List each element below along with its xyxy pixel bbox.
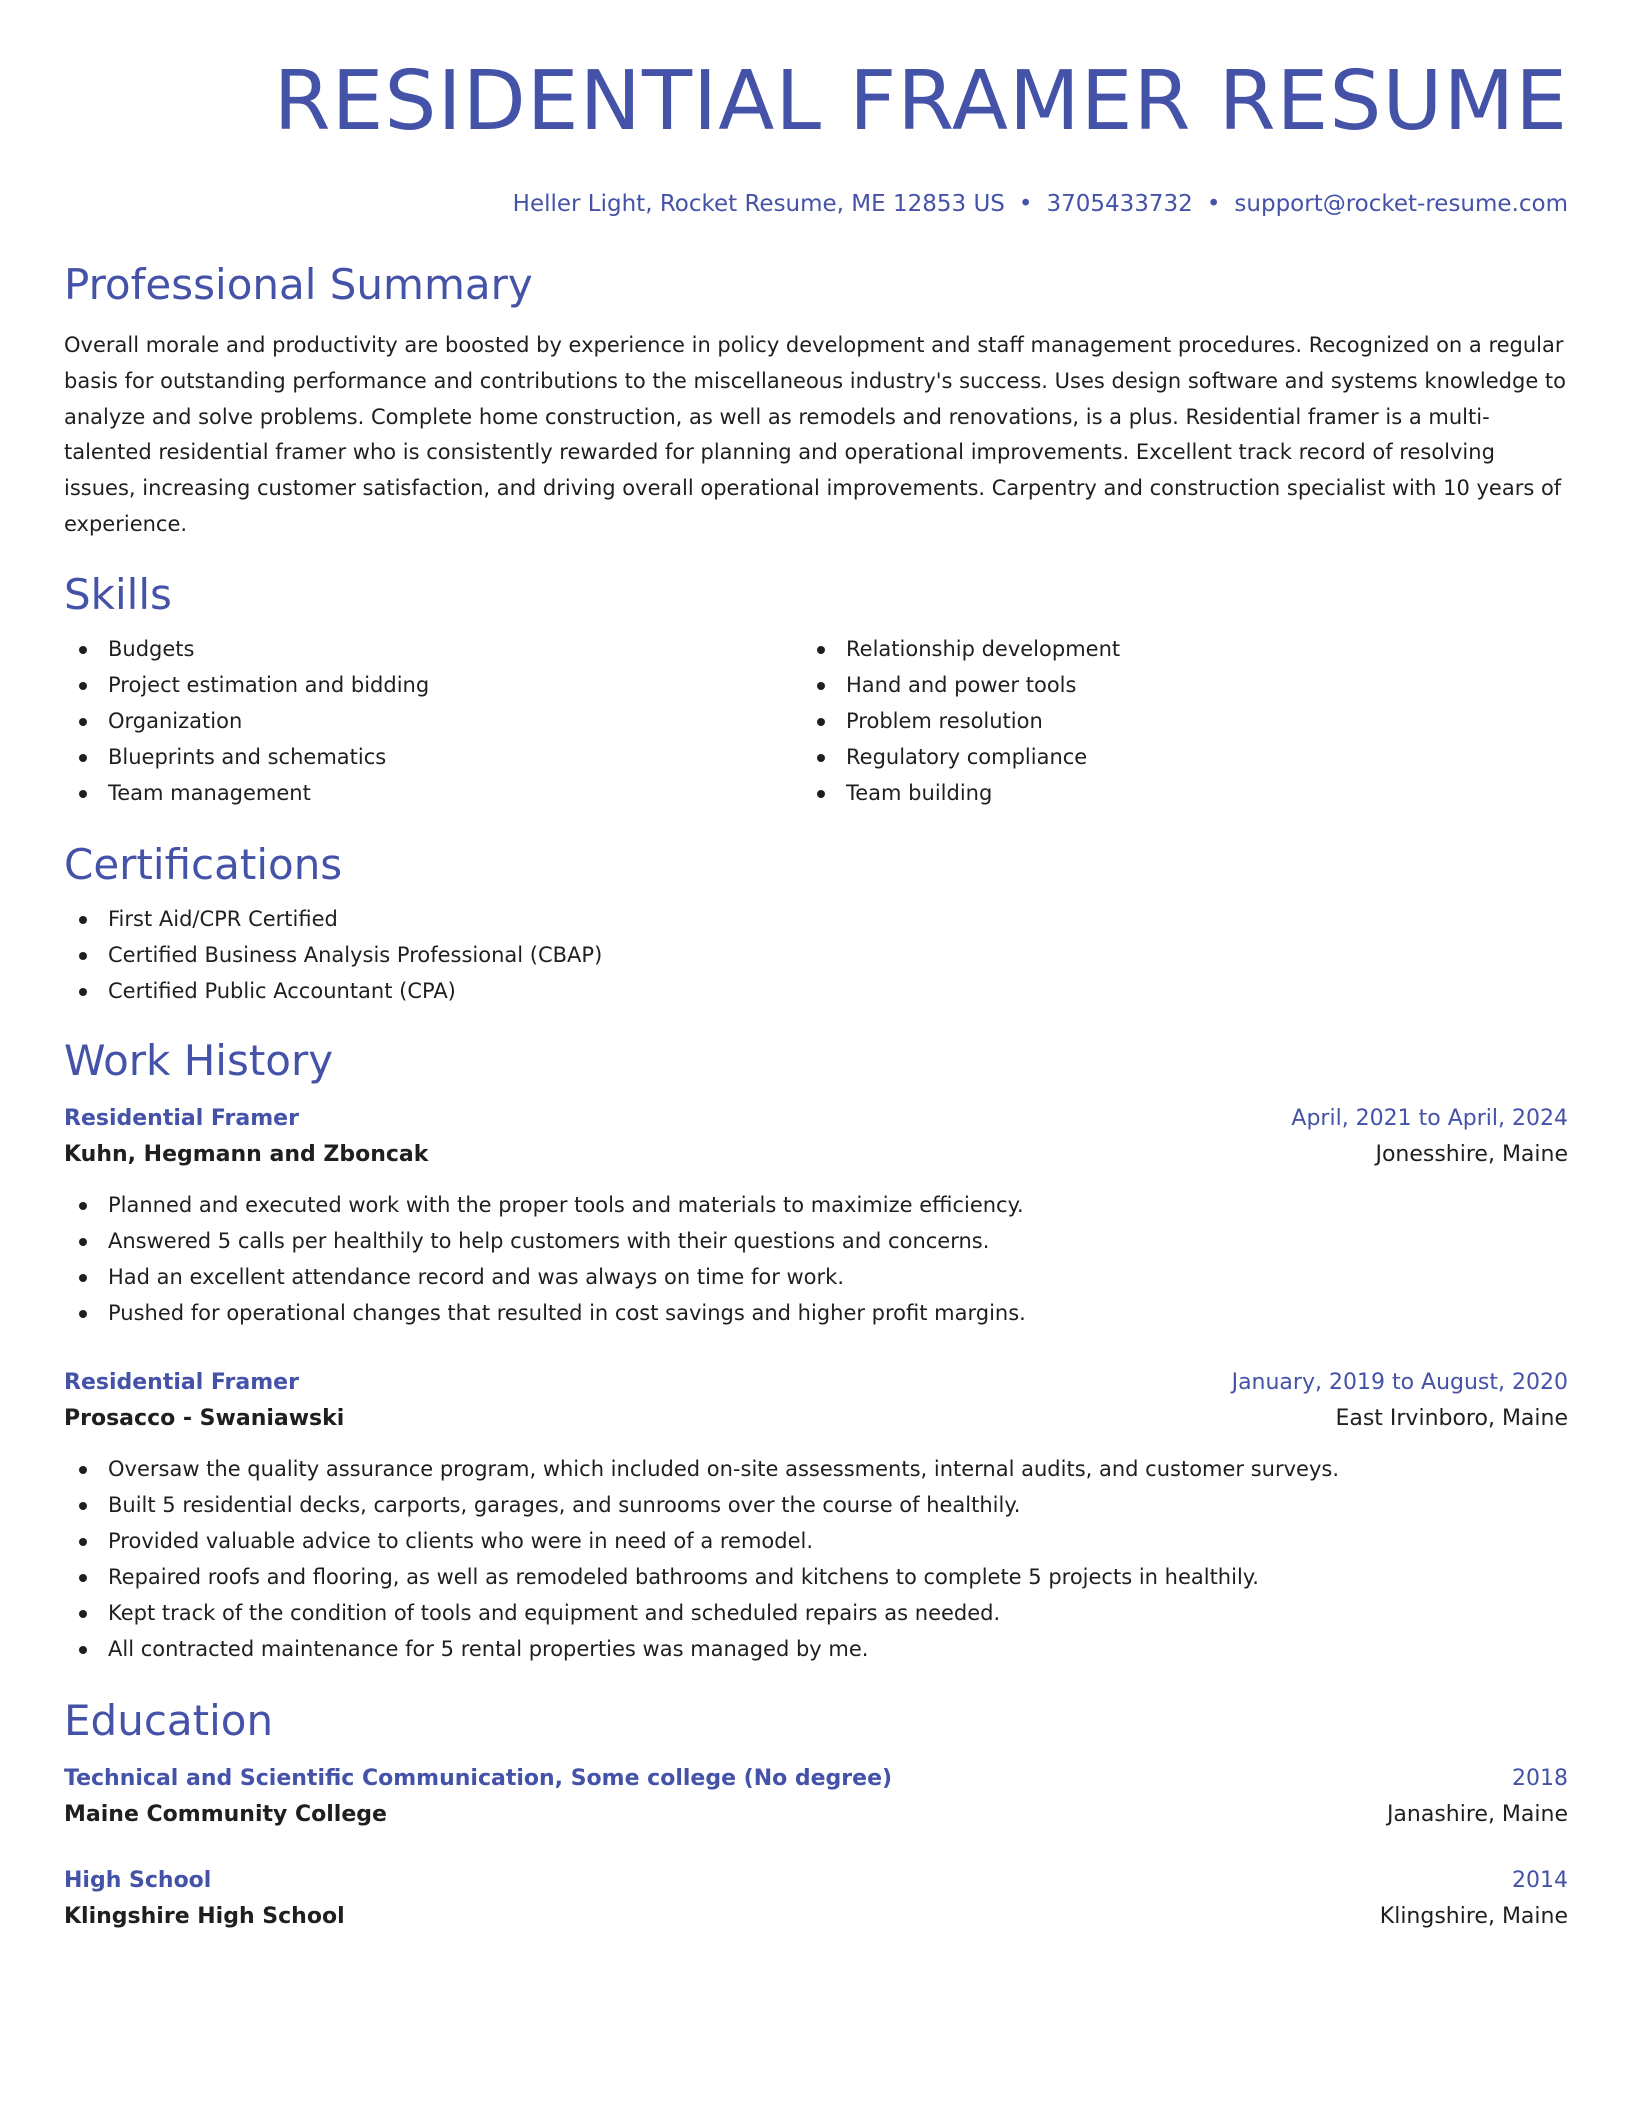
work-history-heading: Work History — [64, 1035, 334, 1085]
duty-item: All contracted maintenance for 5 rental properties was managed by me. — [64, 1631, 1568, 1667]
education-year: 2014 — [1512, 1867, 1568, 1893]
certifications-list — [64, 901, 1568, 1009]
bullet-icon — [817, 754, 825, 762]
education-degree: High School — [64, 1867, 212, 1893]
bullet-icon — [79, 790, 87, 798]
bullet-icon — [79, 952, 87, 960]
duty-item: Pushed for operational changes that resulted in cost savings and higher profit margins. — [64, 1295, 1568, 1331]
education-degree: Technical and Scientific Communication, Some college (No degree) — [64, 1765, 893, 1791]
job-duties — [64, 1187, 1568, 1331]
resume-title: RESIDENTIAL FRAMER RESUME — [273, 54, 1568, 149]
contact-phone: 3705433732 — [1046, 191, 1193, 217]
contact-line — [64, 190, 1568, 218]
education-location: Klingshire, Maine — [1379, 1903, 1568, 1929]
skill-item: Problem resolution — [802, 703, 1540, 739]
skill-item: Hand and power tools — [802, 667, 1540, 703]
skill-item: Budgets — [64, 631, 802, 667]
job-dates: January, 2019 to August, 2020 — [1231, 1369, 1568, 1395]
job-location: Jonesshire, Maine — [1375, 1141, 1568, 1167]
summary-text: Overall morale and productivity are boosted by experience in policy development and staff management procedures. Recognized on a regular basis for outstanding performance and contributions to the miscellaneous industry's success. Uses design software and systems knowledge to analyze and solve problems. Complete home construction, as well as remodels and renovations, is a plus. Residential framer is a multi-talented residential framer who is consistently rewarded for planning and operational improvements. Excellent track record of resolving issues, increasing customer satisfaction, and driving overall operational improvements. Carpentry and construction specialist with 10 years of experience. — [64, 333, 1566, 536]
job-duties — [64, 1451, 1568, 1667]
bullet-icon — [79, 718, 87, 726]
skills-heading: Skills — [64, 569, 172, 619]
bullet-icon — [79, 754, 87, 762]
education-school: Klingshire High School — [64, 1903, 345, 1929]
skill-item: Blueprints and schematics — [64, 739, 802, 775]
bullet-icon — [817, 790, 825, 798]
education-entry — [64, 1863, 1568, 1935]
job-entry — [64, 1101, 1568, 1331]
skills-grid — [64, 631, 1568, 811]
contact-email[interactable]: support@rocket-resume.com — [1234, 191, 1568, 217]
bullet-icon — [79, 1202, 87, 1210]
contact-separator: • — [1018, 191, 1033, 217]
education-school: Maine Community College — [64, 1801, 387, 1827]
bullet-icon — [79, 1646, 87, 1654]
duty-item: Answered 5 calls per healthily to help customers with their questions and concerns. — [64, 1223, 1568, 1259]
skill-item: Relationship development — [802, 631, 1540, 667]
bullet-icon — [79, 1466, 87, 1474]
skill-item: Project estimation and bidding — [64, 667, 802, 703]
duty-item: Oversaw the quality assurance program, which included on-site assessments, internal audits, and customer surveys. — [64, 1451, 1568, 1487]
skill-item: Organization — [64, 703, 802, 739]
bullet-icon — [79, 1574, 87, 1582]
duty-item: Had an excellent attendance record and was always on time for work. — [64, 1259, 1568, 1295]
job-title: Residential Framer — [64, 1105, 299, 1131]
job-location: East Irvinboro, Maine — [1335, 1405, 1568, 1431]
education-year: 2018 — [1512, 1765, 1568, 1791]
skill-item: Team building — [802, 775, 1540, 811]
bullet-icon — [79, 916, 87, 924]
duty-item: Kept track of the condition of tools and equipment and scheduled repairs as needed. — [64, 1595, 1568, 1631]
contact-separator: • — [1206, 191, 1221, 217]
skills-column-left — [64, 631, 802, 811]
summary-heading: Professional Summary — [64, 260, 533, 309]
contact-address: Heller Light, Rocket Resume, ME 12853 US — [512, 191, 1005, 217]
certification-item: Certified Business Analysis Professional (CBAP) — [64, 937, 1568, 973]
education-heading: Education — [64, 1695, 274, 1745]
education-location: Janashire, Maine — [1386, 1801, 1568, 1827]
duty-item: Built 5 residential decks, carports, garages, and sunrooms over the course of healthily. — [64, 1487, 1568, 1523]
certification-item: Certified Public Accountant (CPA) — [64, 973, 1568, 1009]
job-company: Prosacco - Swaniawski — [64, 1405, 345, 1431]
job-company: Kuhn, Hegmann and Zboncak — [64, 1141, 429, 1167]
job-entry — [64, 1365, 1568, 1667]
resume-header — [64, 52, 1568, 218]
bullet-icon — [79, 1274, 87, 1282]
bullet-icon — [79, 646, 87, 654]
skill-item: Regulatory compliance — [802, 739, 1540, 775]
certifications-heading: Certifications — [64, 839, 343, 889]
bullet-icon — [817, 718, 825, 726]
bullet-icon — [79, 1610, 87, 1618]
job-dates: April, 2021 to April, 2024 — [1291, 1105, 1568, 1131]
job-title: Residential Framer — [64, 1369, 299, 1395]
duty-item: Repaired roofs and flooring, as well as remodeled bathrooms and kitchens to complete 5 projects in healthily. — [64, 1559, 1568, 1595]
duty-item: Provided valuable advice to clients who were in need of a remodel. — [64, 1523, 1568, 1559]
skills-column-right — [802, 631, 1540, 811]
bullet-icon — [817, 682, 825, 690]
bullet-icon — [817, 646, 825, 654]
bullet-icon — [79, 1238, 87, 1246]
bullet-icon — [79, 682, 87, 690]
duty-item: Planned and executed work with the proper tools and materials to maximize efficiency. — [64, 1187, 1568, 1223]
bullet-icon — [79, 1502, 87, 1510]
bullet-icon — [79, 1538, 87, 1546]
education-entry — [64, 1761, 1568, 1833]
skill-item: Team management — [64, 775, 802, 811]
bullet-icon — [79, 1310, 87, 1318]
bullet-icon — [79, 988, 87, 996]
certification-item: First Aid/CPR Certified — [64, 901, 1568, 937]
